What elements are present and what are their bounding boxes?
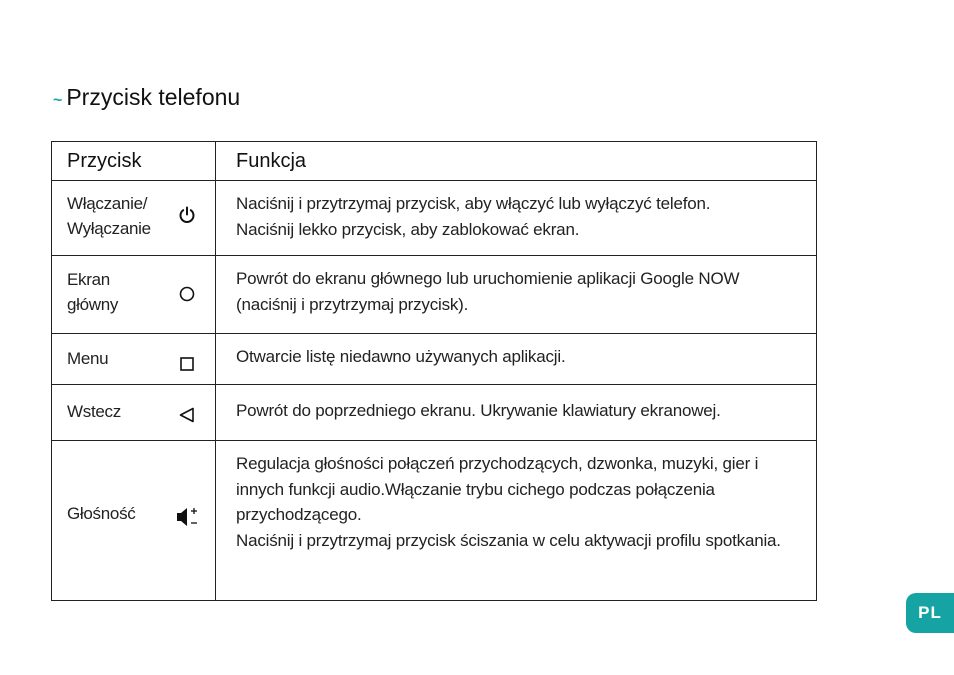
function-cell-back: Powrót do poprzedniego ekranu. Ukrywanie klawiatury ekranowej.: [216, 385, 817, 441]
table-row: [52, 256, 817, 334]
header-function: Funkcja: [216, 142, 817, 181]
header-button: Przycisk: [52, 142, 216, 181]
power-icon: [177, 205, 197, 225]
function-cell-home: Powrót do ekranu głównego lub uruchomienie aplikacji Google NOW (naciśnij i przytrzymaj przycisk).: [216, 256, 817, 334]
button-label: Wstecz: [67, 402, 121, 421]
table-row: [52, 334, 817, 385]
button-cell-volume: [52, 441, 216, 601]
button-label: Włączanie/ Wyłączanie: [67, 194, 151, 238]
function-cell-volume: Regulacja głośności połączeń przychodzących, dzwonka, muzyki, gier i innych funkcji audio.Włączanie trybu cichego podczas połączenia przychodzącego. Naciśnij i przytrzymaj przycisk ściszania w celu aktywacji profilu spotkania.: [216, 441, 817, 601]
table-row: [52, 441, 817, 601]
button-cell-menu: [52, 334, 216, 385]
function-cell-power: Naciśnij i przytrzymaj przycisk, aby włączyć lub wyłączyć telefon. Naciśnij lekko przycisk, aby zablokować ekran.: [216, 181, 817, 256]
table-row: [52, 181, 817, 256]
title-tilde-marker: ~: [53, 92, 63, 109]
section-title-text: Przycisk telefonu: [66, 84, 241, 110]
button-cell-home: [52, 256, 216, 334]
recent-apps-square-icon: [177, 354, 197, 374]
phone-buttons-table: [51, 141, 817, 601]
home-circle-icon: [177, 284, 197, 304]
button-label: Ekran główny: [67, 270, 119, 314]
language-badge: PL: [906, 593, 954, 633]
back-triangle-icon: [177, 405, 197, 425]
table-row: [52, 385, 817, 441]
button-cell-back: [52, 385, 216, 441]
button-label: Menu: [67, 349, 109, 368]
table-header-row: [52, 142, 817, 181]
section-title: [53, 84, 240, 111]
button-cell-power: [52, 181, 216, 256]
button-label: Głośność: [67, 504, 136, 523]
function-cell-menu: Otwarcie listę niedawno używanych aplikacji.: [216, 334, 817, 385]
volume-icon: [175, 505, 201, 529]
